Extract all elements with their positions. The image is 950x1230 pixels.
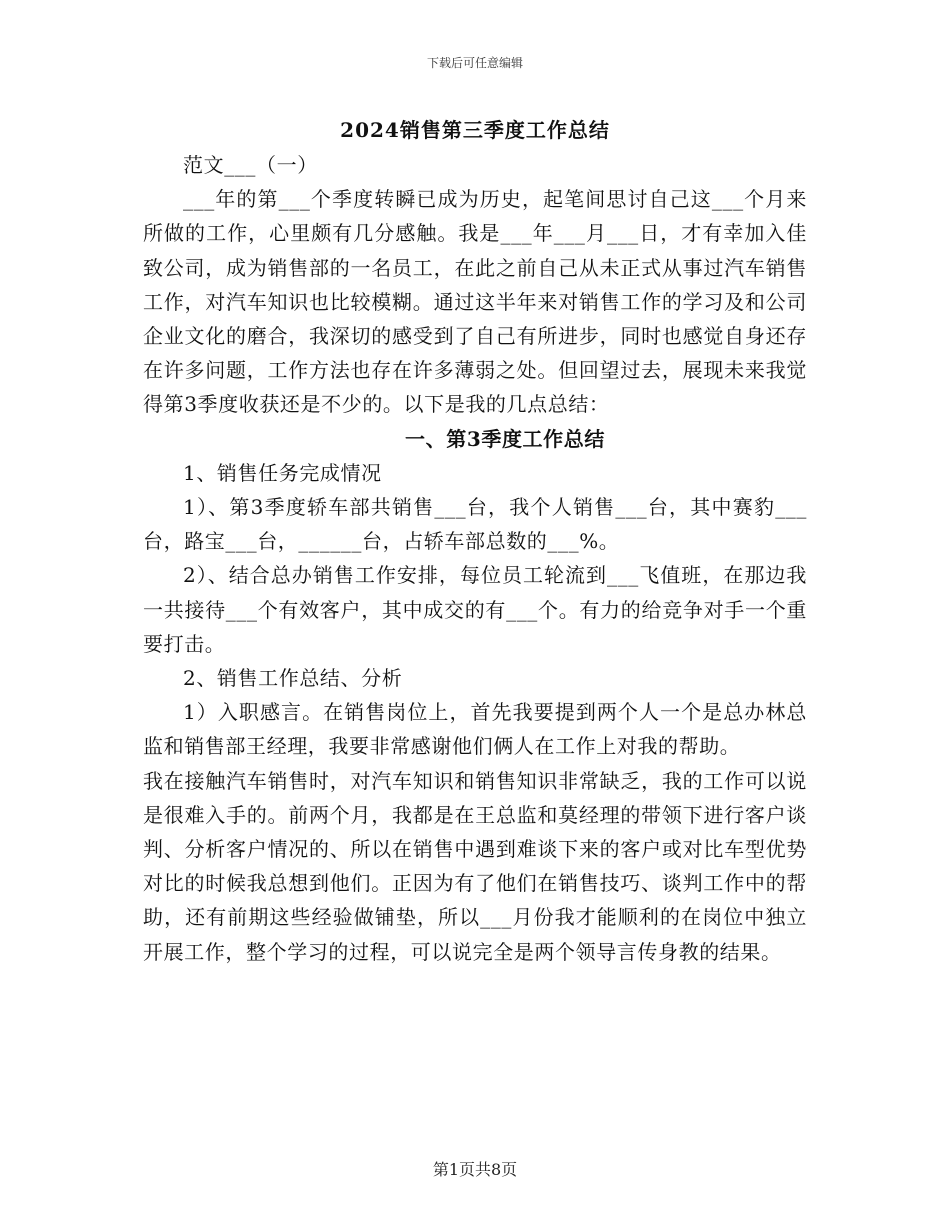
section-heading: 一、第3季度工作总结: [405, 426, 605, 451]
subheading-analysis: 2、销售工作总结、分析: [183, 666, 403, 691]
page-number: 第1页共8页: [432, 1160, 518, 1179]
sales-item-2: 2）、结合总办销售工作安排，每位员工轮流到___飞值班，在那边我一共接待___个有效客户，其中成交的有___个。有力的给竞争对手一个重要打击。: [143, 563, 807, 656]
intro-paragraph: ___年的第___个季度转瞬已成为历史，起笔间思讨自己这___个月来所做的工作，心里颇有几分感触。我是___年___月___日，才有幸加入佳致公司，成为销售部的一名员工，在此之前自己从未正式从事过汽车销售工作，对汽车知识也比较模糊。通过这半年来对销售工作的学习及和公司企业文化的磨合，我深切的感受到了自己有所进步，同时也感觉自身还存在许多问题，工作方法也存在许多薄弱之处。但回望过去，展现未来我觉得第3季度收获还是不少的。以下是我的几点总结：: [143, 187, 807, 417]
sales-item-1: 1）、第3季度轿车部共销售___台，我个人销售___台，其中赛豹___台，路宝___台，______台，占轿车部总数的___%。: [143, 495, 807, 554]
analysis-item-1: 1）入职感言。在销售岗位上，首先我要提到两个人一个是总办林总监和销售部王经理，我要非常感谢他们俩人在工作上对我的帮助。: [143, 700, 807, 759]
subheading-sales-task: 1、销售任务完成情况: [183, 460, 382, 485]
analysis-continuation: 我在接触汽车销售时，对汽车知识和销售知识非常缺乏，我的工作可以说是很难入手的。前两个月，我都是在王总监和莫经理的带领下进行客户谈判、分析客户情况的、所以在销售中遇到难谈下来的客户或对比车型优势对比的时候我总想到他们。正因为有了他们在销售技巧、谈判工作中的帮助，还有前期这些经验做铺垫，所以___月份我才能顺利的在岗位中独立开展工作，整个学习的过程，可以说完全是两个领导言传身教的结果。: [143, 768, 807, 964]
document-title: 2024销售第三季度工作总结: [340, 118, 610, 142]
header-note: 下载后可任意编辑: [426, 56, 523, 70]
sample-label: 范文___（一）: [183, 153, 318, 177]
document-body: [143, 148, 807, 969]
